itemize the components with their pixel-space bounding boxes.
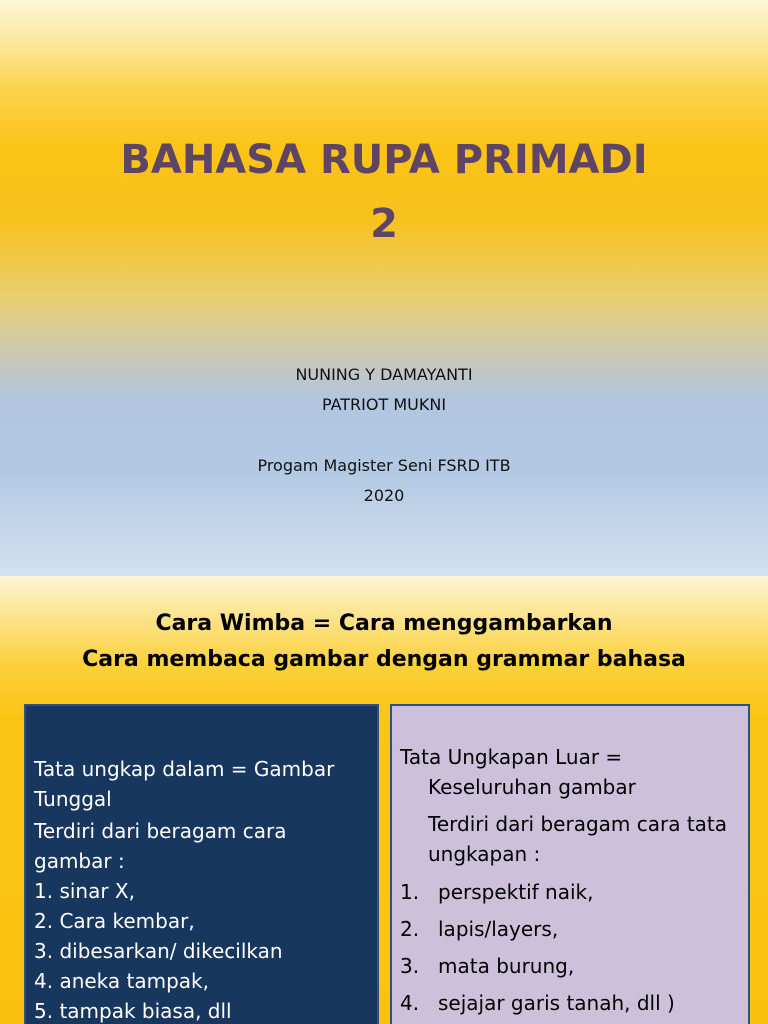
list-number: 2. xyxy=(400,917,420,941)
author-2: PATRIOT MUKNI xyxy=(321,395,447,414)
right-box-line3: Terdiri dari beragam cara tata xyxy=(428,812,728,836)
right-box-line2: Keseluruhan gambar xyxy=(428,775,636,799)
list-item: 5. tampak biasa, dll xyxy=(34,999,232,1023)
list-item xyxy=(400,914,558,944)
slide-title-line1: BAHASA RUPA PRIMADI xyxy=(120,137,648,183)
year: 2020 xyxy=(363,486,405,505)
list-item: 1. sinar X, xyxy=(34,879,135,903)
list-text: sejajar garis tanah, dll ) xyxy=(438,991,675,1015)
left-box-line2: Tunggal xyxy=(34,787,112,811)
list-item xyxy=(400,951,574,981)
list-text: mata burung, xyxy=(438,954,575,978)
right-box-line1: Tata Ungkapan Luar = xyxy=(400,745,623,769)
list-number: 3. xyxy=(400,954,420,978)
list-item xyxy=(400,988,675,1018)
right-box-line4: ungkapan : xyxy=(428,842,541,866)
author-1: NUNING Y DAMAYANTI xyxy=(295,365,473,384)
slide-title xyxy=(0,134,768,250)
content-slide xyxy=(0,576,768,1024)
left-box-line3: Terdiri dari beragam cara xyxy=(34,819,287,843)
left-box-line4: gambar : xyxy=(34,849,125,873)
left-box-line1: Tata ungkap dalam = Gambar xyxy=(34,757,335,781)
outer-expression-box xyxy=(390,704,750,1024)
inner-expression-box xyxy=(24,704,379,1024)
list-item: 4. aneka tampak, xyxy=(34,969,209,993)
program-name: Progam Magister Seni FSRD ITB xyxy=(257,456,511,475)
heading-line-2: Cara membaca gambar dengan grammar bahasa xyxy=(82,647,686,672)
heading-line-1: Cara Wimba = Cara menggambarkan xyxy=(155,611,613,636)
list-number: 1. xyxy=(400,880,420,904)
list-item xyxy=(400,877,593,907)
list-number: 4. xyxy=(400,991,420,1015)
list-text: lapis/layers, xyxy=(438,917,559,941)
list-text: perspektif naik, xyxy=(438,880,594,904)
slide-title-line2: 2 xyxy=(370,201,398,247)
list-item: 2. Cara kembar, xyxy=(34,909,195,933)
list-item: 3. dibesarkan/ dikecilkan xyxy=(34,939,283,963)
